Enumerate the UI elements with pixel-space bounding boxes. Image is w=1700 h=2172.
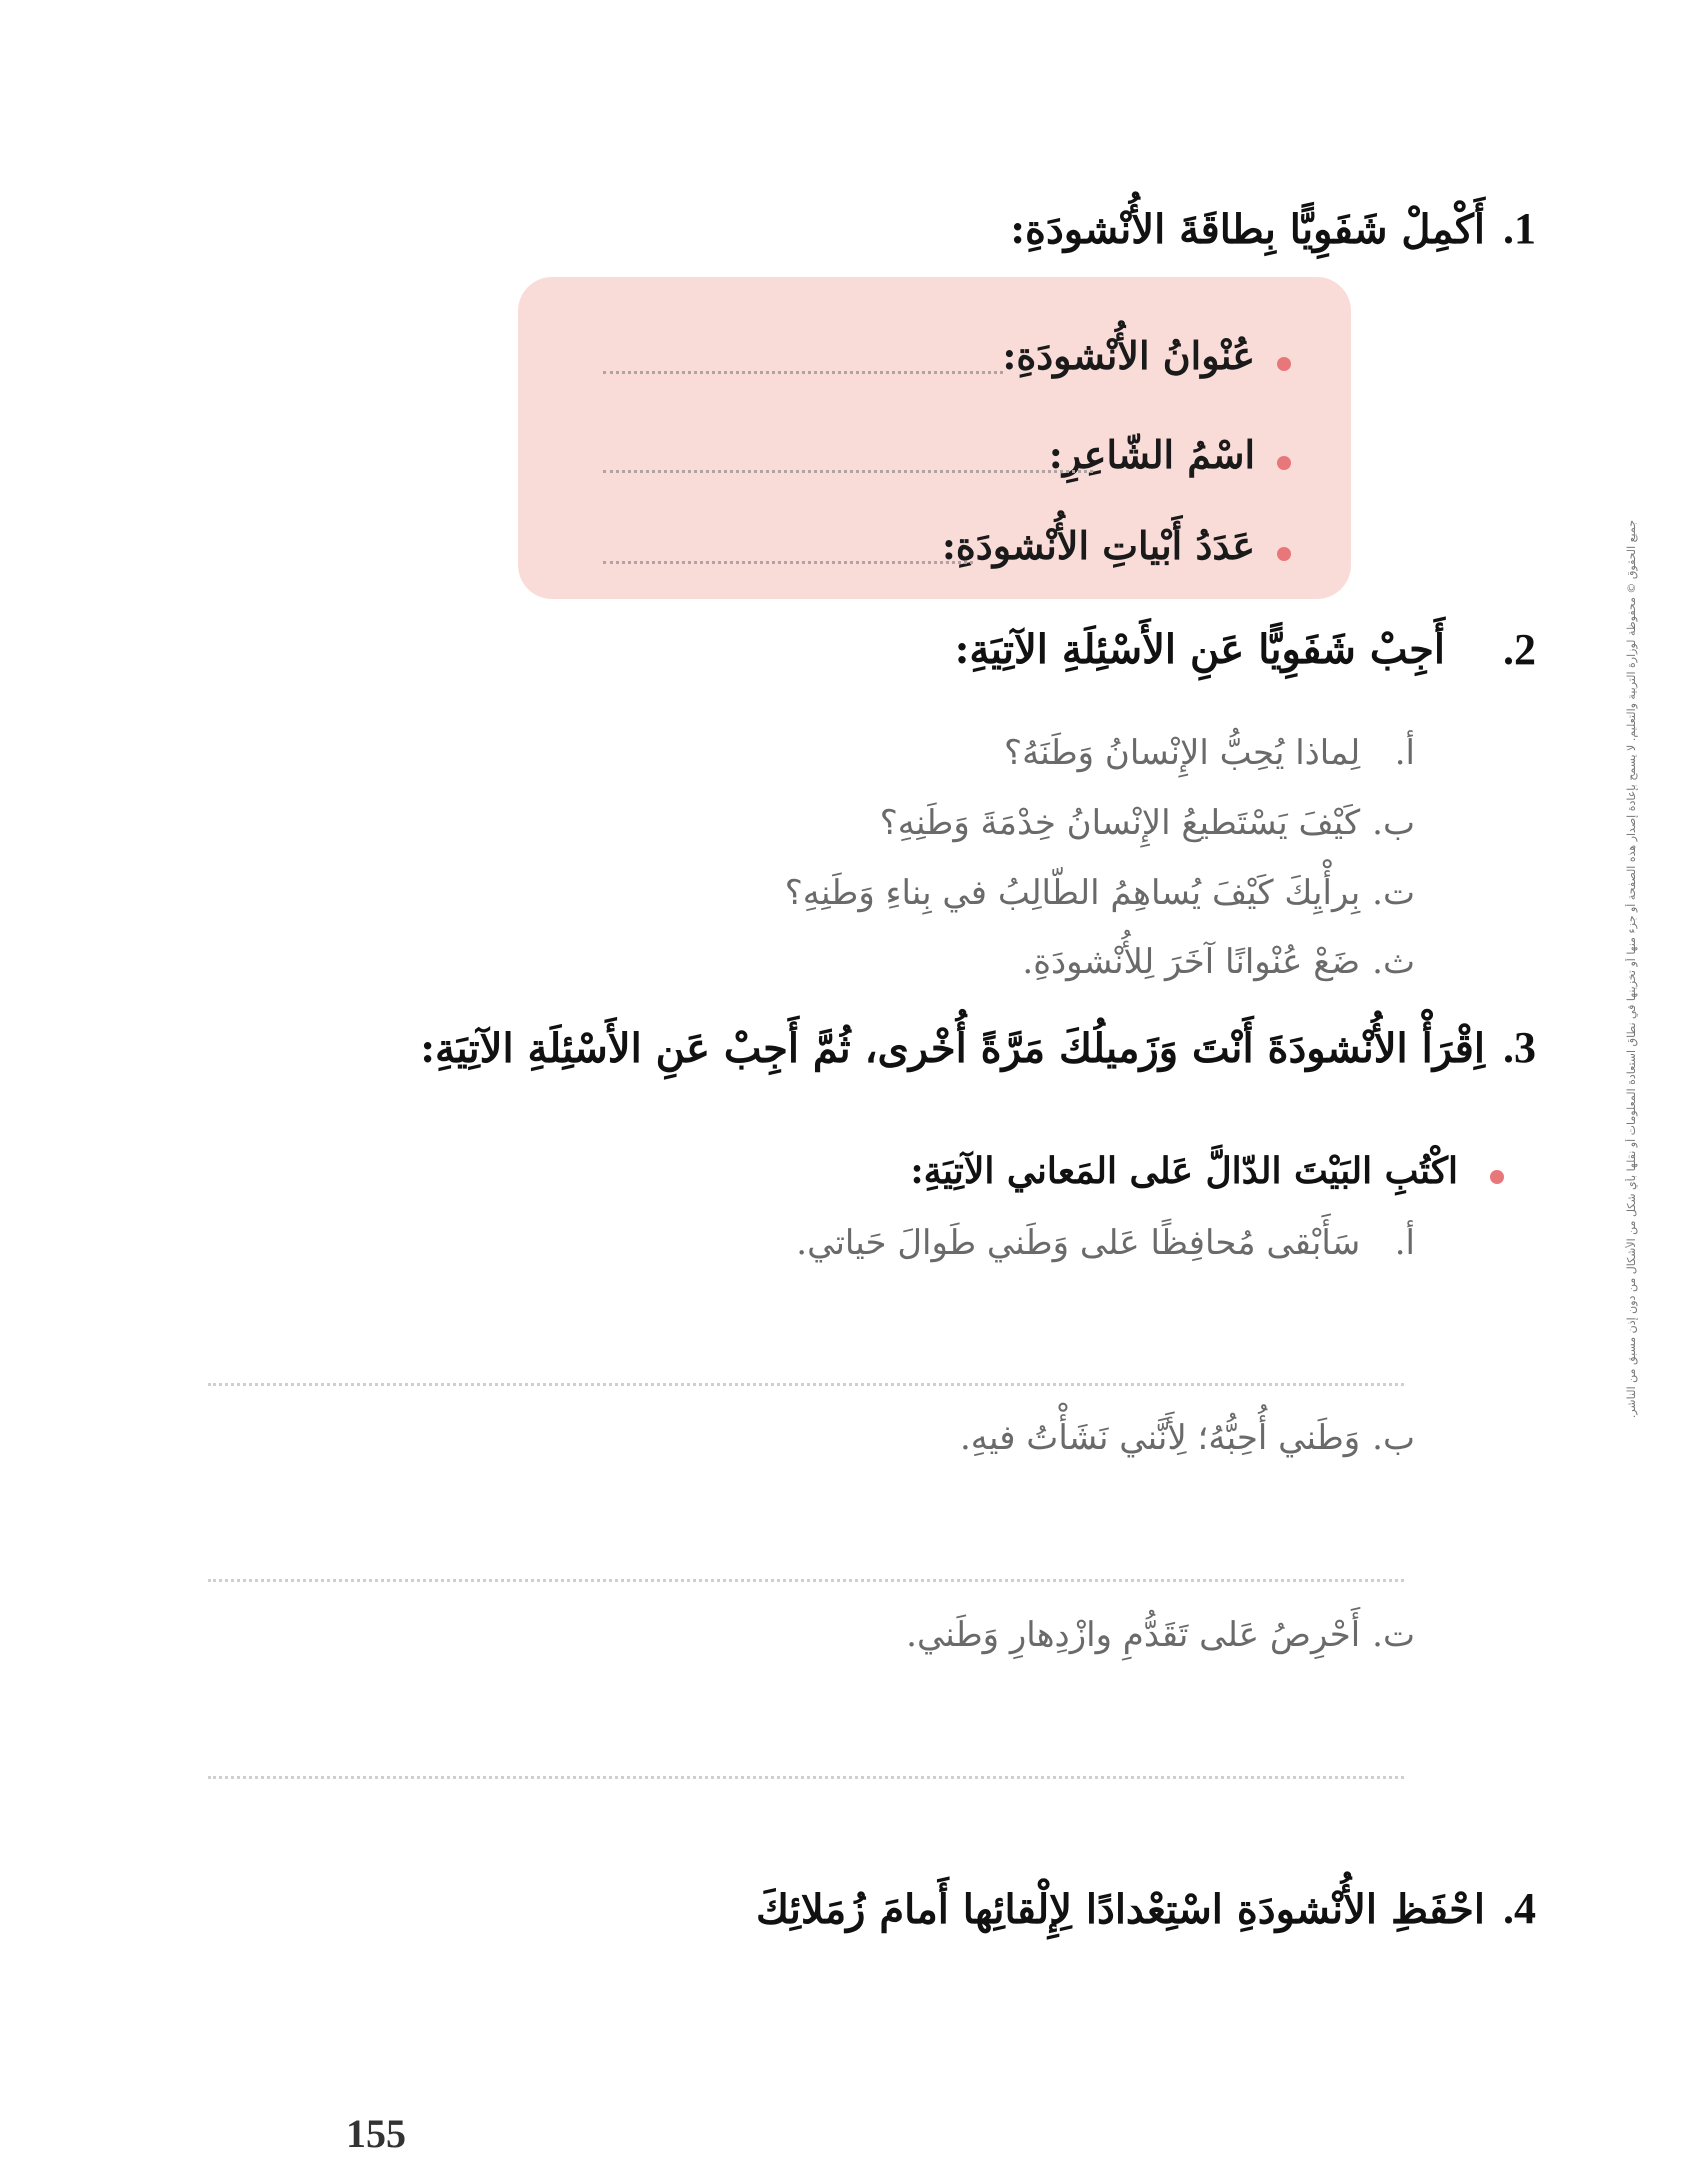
card-item-label: عُنْوانُ الأُنْشودَةِ: xyxy=(1002,333,1255,378)
answer-line-a[interactable] xyxy=(208,1383,1404,1386)
question-4-text: احْفَظِ الأُنْشودَةِ اسْتِعْدادًا لِإِلْقائِها أَمامَ زُمَلائِكَ xyxy=(755,1886,1485,1933)
bullet-icon xyxy=(1490,1170,1504,1184)
answer-line[interactable] xyxy=(603,470,1093,473)
answer-line[interactable] xyxy=(603,371,1003,374)
question-2-number: .2 xyxy=(1503,625,1536,674)
question-3-number: .3 xyxy=(1503,1023,1536,1072)
q3-item-t xyxy=(906,1615,1415,1655)
answer-line-t[interactable] xyxy=(208,1776,1404,1779)
item-text: سَأَبْقى مُحافِظًا عَلى وَطَني طَوالَ حَياتي. xyxy=(796,1223,1361,1263)
question-3-text: اِقْرَأْ الأُنْشودَةَ أَنْتَ وَزَميلُكَ مَرَّةً أُخْرى، ثُمَّ أَجِبْ عَنِ الأَسْئِلَةِ الآتِيَةِ: xyxy=(420,1025,1485,1072)
card-item-label: اسْمُ الشّاعِرِ: xyxy=(1048,432,1255,477)
copyright-note: جميع الحقوق © محفوظة لوزارة التربية والتعليم. لا يسمح بإعادة إصدار هذه الصفحة أو جزء منها أو تخزينها في نطاق استعادة المعلومات أو نقلها بأي شكل من الأشكال من دون إذن مسبق من الناشر. xyxy=(1625,520,1638,1419)
card-item-label: عَدَدُ أَبْياتِ الأُنْشودَةِ: xyxy=(941,523,1255,568)
item-letter: ت. xyxy=(1372,873,1415,913)
item-text: بِرأْيِكَ كَيْفَ يُساهِمُ الطّالِبُ في بِناءِ وَطَنِهِ؟ xyxy=(784,873,1361,913)
item-text: كَيْفَ يَسْتَطيعُ الإِنْسانُ خِدْمَةَ وَطَنِهِ؟ xyxy=(879,803,1361,843)
q3-item-a xyxy=(796,1223,1415,1263)
item-text: ضَعْ عُنْوانًا آخَرَ لِلأُنْشودَةِ. xyxy=(1022,942,1361,982)
item-text: أَحْرِصُ عَلى تَقَدُّمِ وازْدِهارِ وَطَني. xyxy=(906,1615,1361,1655)
q2-item-th xyxy=(1022,942,1415,982)
answer-line[interactable] xyxy=(603,561,973,564)
item-letter: ث. xyxy=(1372,942,1415,982)
question-1-number: .1 xyxy=(1503,204,1536,253)
page-number: 155 xyxy=(346,2111,406,2156)
q2-item-t xyxy=(785,873,1415,913)
bullet-icon xyxy=(1277,357,1291,371)
item-text: وَطَني أُحِبُّهُ؛ لِأَنَّني نَشَأْتُ فيهِ. xyxy=(959,1418,1361,1458)
q3-instruction: اكْتُبِ البَيْتَ الدّالَّ عَلى المَعاني الآتِيَةِ: xyxy=(910,1150,1458,1192)
card-item-title xyxy=(531,333,1291,393)
item-letter: أ. xyxy=(1394,733,1415,773)
bullet-icon xyxy=(1277,456,1291,470)
item-text: لِماذا يُحِبُّ الإِنْسانُ وَطَنَهُ؟ xyxy=(1004,733,1361,773)
q3-item-b xyxy=(960,1418,1415,1458)
card-item-poet xyxy=(531,432,1291,492)
bullet-icon xyxy=(1277,547,1291,561)
question-1-text: أَكْمِلْ شَفَوِيًّا بِطاقَةَ الأُنْشودَةِ: xyxy=(1010,206,1485,253)
item-letter: أ. xyxy=(1394,1223,1415,1263)
question-4-number: .4 xyxy=(1503,1884,1536,1933)
poem-card xyxy=(518,277,1351,599)
q2-item-b xyxy=(880,803,1415,843)
card-item-verses xyxy=(531,523,1291,583)
item-letter: ب. xyxy=(1372,803,1415,843)
answer-line-b[interactable] xyxy=(208,1579,1404,1582)
item-letter: ب. xyxy=(1372,1418,1415,1458)
question-2-text: أَجِبْ شَفَوِيًّا عَنِ الأَسْئِلَةِ الآتِيَةِ: xyxy=(954,626,1445,673)
q2-item-a xyxy=(1004,733,1415,773)
item-letter: ت. xyxy=(1372,1615,1415,1655)
